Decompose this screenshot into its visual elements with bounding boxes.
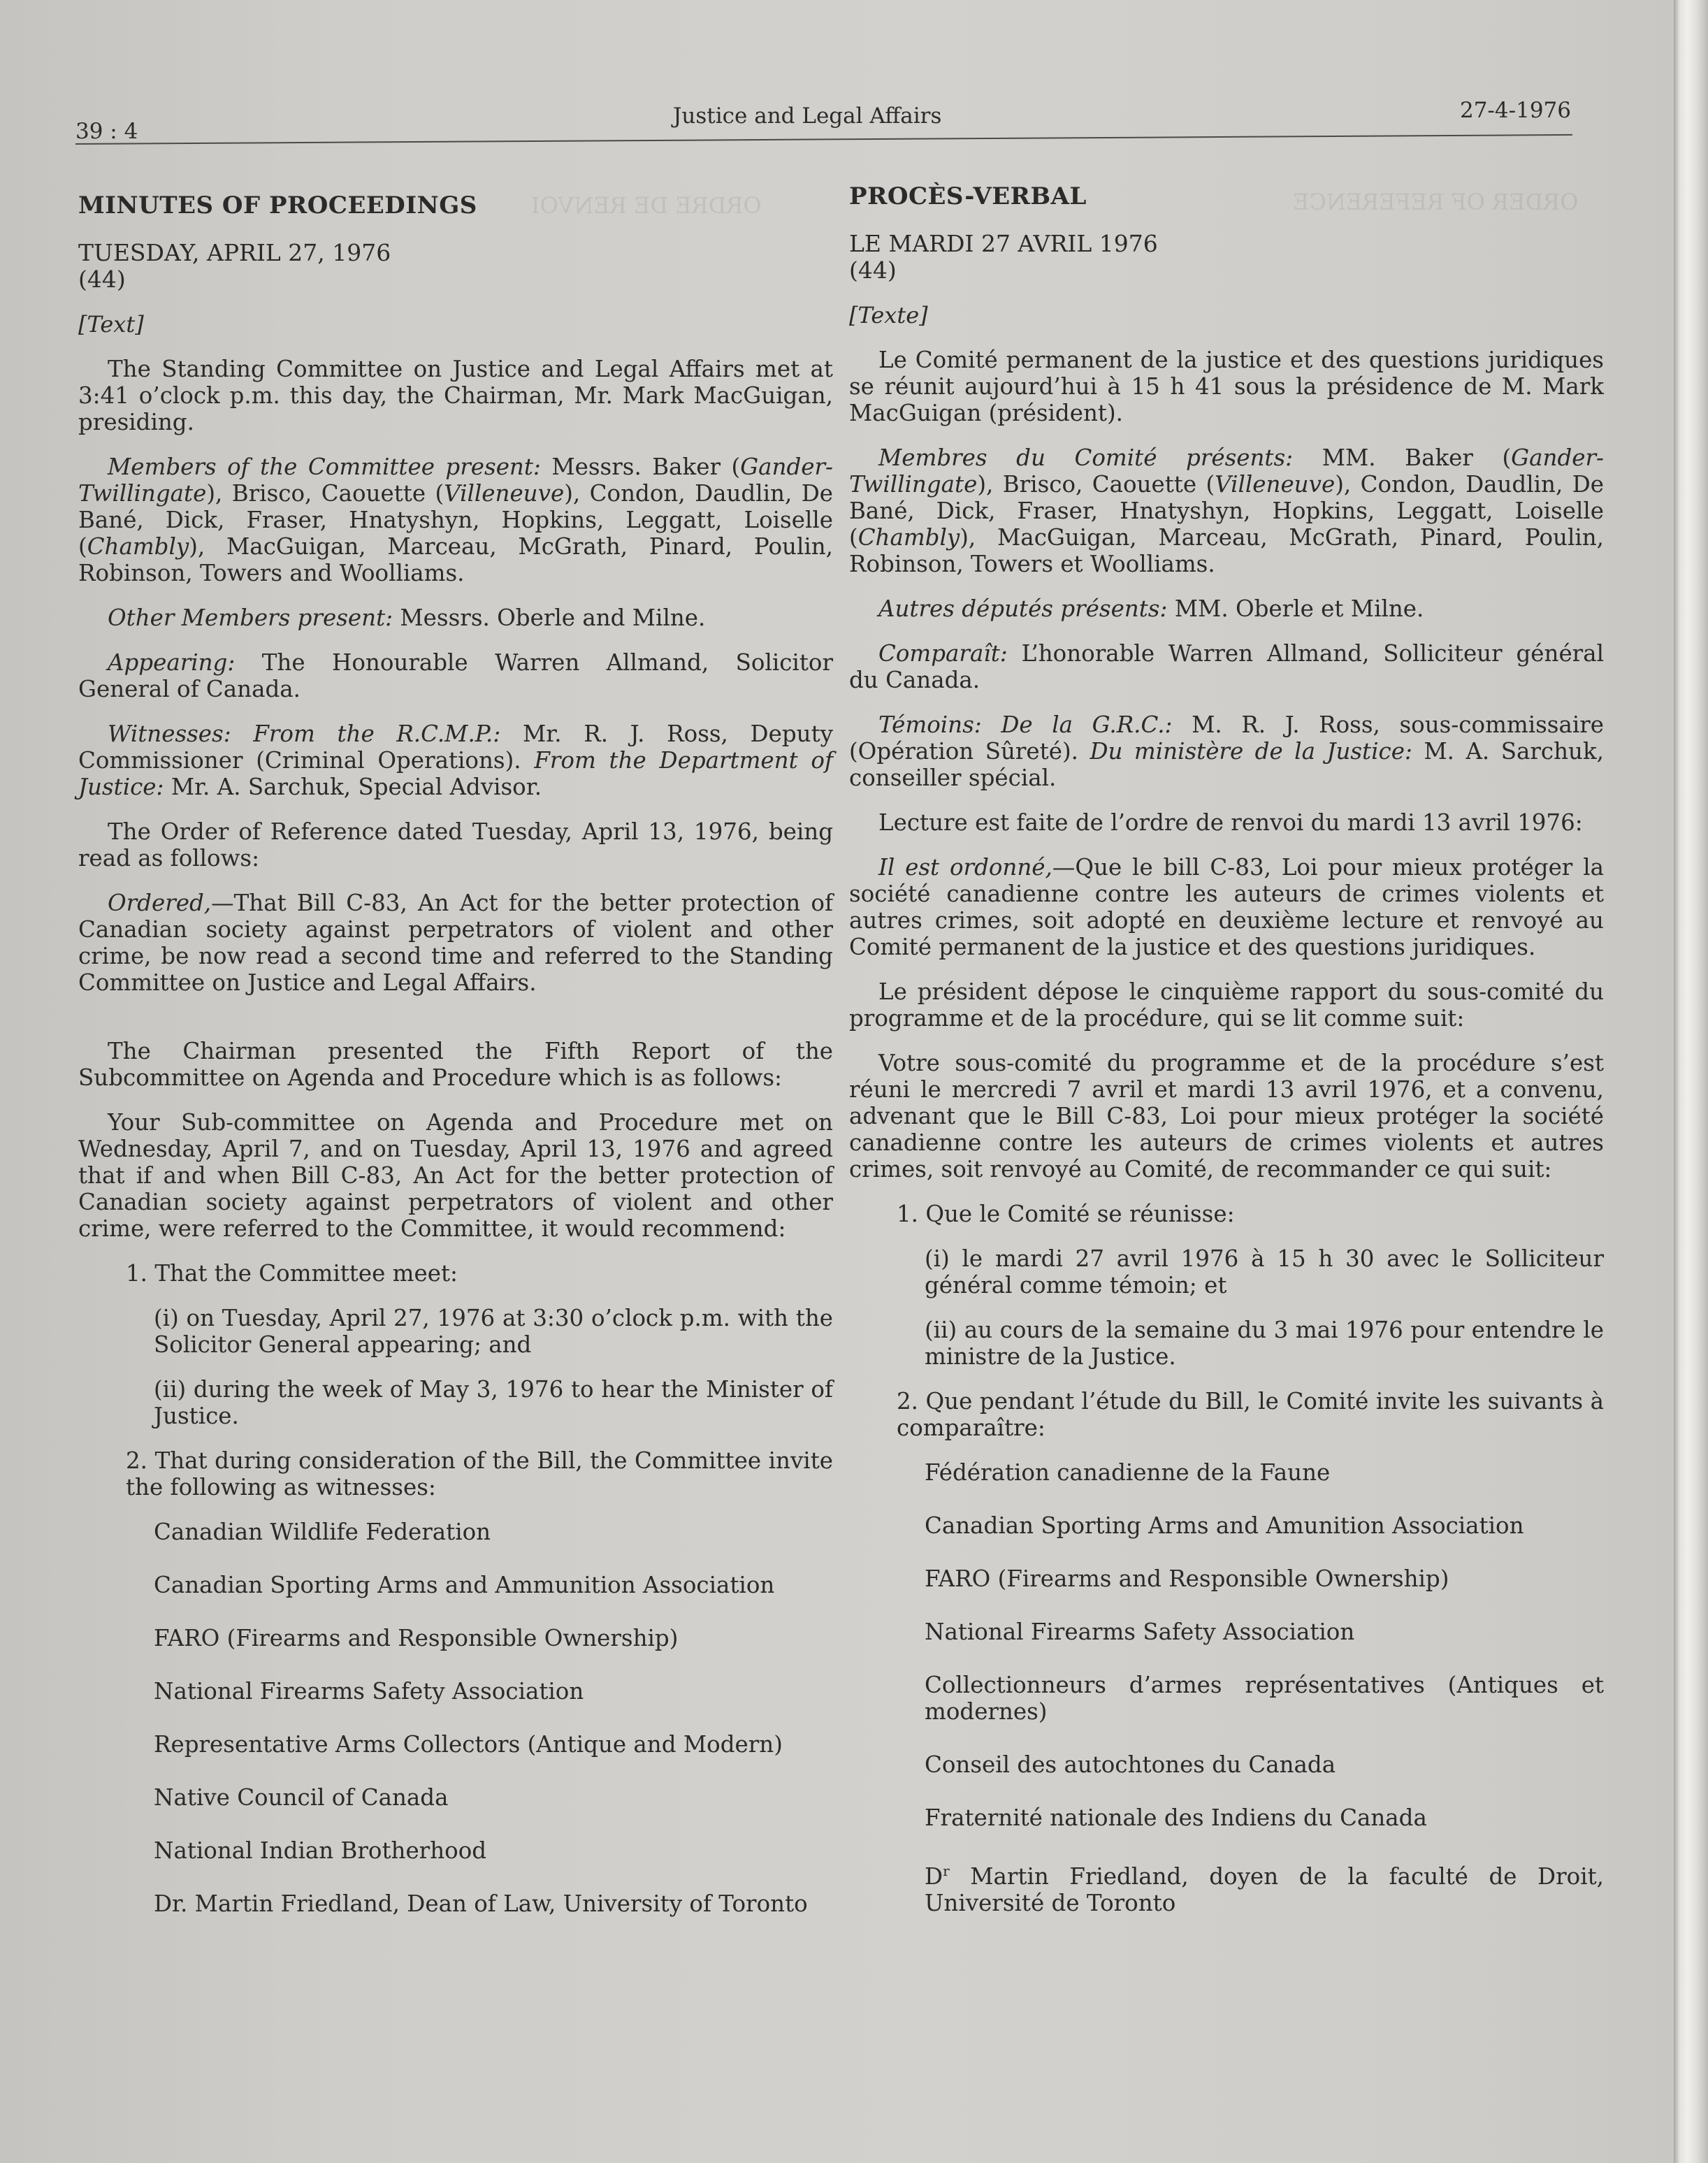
recommendation-1-ii: (ii) au cours de la semaine du 3 mai 1976 pour entendre le ministre de la Justice. <box>925 1317 1604 1370</box>
members-present: Members of the Committee present: Messrs. Baker (Gander-Twillingate), Brisco, Caouette (Villeneuve), Condon, Daudlin, De Bané, Dick, Fraser, Hnatyshyn, Hopkins, Leggatt, Loiselle (Chambly), MacGuigan, Marceau, McGrath, Pinard, Poulin, Robinson, Towers and Woolliams. <box>78 454 834 586</box>
witnesses: Witnesses: From the R.C.M.P.: Mr. R. J. Ross, Deputy Commissioner (Criminal Operations). From the Department of Justice: Mr. A. Sarchuk, Special Advisor. <box>78 721 833 800</box>
ordered-paragraph: Ordered,—That Bill C-83, An Act for the better protection of Canadian society against perpetrators of violent and other crime, be now read a second time and referred to the Standing Committee on Justice and Legal Affairs. <box>78 890 833 996</box>
recommendation-1-i: (i) le mardi 27 avril 1976 à 15 h 30 avec le Solliciteur général comme témoin; et <box>925 1245 1604 1298</box>
recommendation-1: 1. Que le Comité se réunisse: <box>897 1201 1235 1227</box>
page-number: 39 : 4 <box>75 119 138 144</box>
english-column <box>78 192 833 1944</box>
chairman-report: The Chairman presented the Fifth Report of the Subcommittee on Agenda and Procedure which is as follows: <box>78 1038 833 1091</box>
bleed-through-text: ORDRE DE RENVOI <box>531 192 762 219</box>
witness-item: National Firearms Safety Association <box>925 1619 1355 1645</box>
order-of-reference-intro: The Order of Reference dated Tuesday, April 13, 1976, being read as follows: <box>78 818 833 871</box>
subcommittee-report: Your Sub-committee on Agenda and Procedure met on Wednesday, April 7, and on Tuesday, April 13, 1976 and agreed that if and when Bill C-83, An Act for the better protection of Canadian society against perpetrators of violent and other crime, were referred to the Committee, it would recommend: <box>78 1109 833 1242</box>
witness-item: Canadian Sporting Arms and Ammunition Association <box>154 1572 775 1598</box>
opening-paragraph: The Standing Committee on Justice and Legal Affairs met at 3:41 o’clock p.m. this day, the Chairman, Mr. Mark MacGuigan, presiding. <box>78 356 833 435</box>
witness-item: FARO (Firearms and Responsible Ownership) <box>154 1625 679 1651</box>
date-line: LE MARDI 27 AVRIL 1976 <box>849 230 1158 257</box>
witness-item: Canadian Sporting Arms and Amunition Association <box>925 1512 1524 1539</box>
witness-item: $D^r$ Martin Friedland, doyen de la faculté de Droit, Université de Toronto <box>925 1862 1604 1916</box>
opening-paragraph: Le Comité permanent de la justice et des questions juridiques se réunit aujourd’hui à 15 h 41 sous la présidence de M. Mark MacGuigan (président). <box>849 347 1604 426</box>
members-present: Membres du Comité présents: MM. Baker (Gander-Twillingate), Brisco, Caouette (Villeneuve), Condon, Daudlin, De Bané, Dick, Fraser, Hnatyshyn, Hopkins, Leggatt, Loiselle (Chambly), MacGuigan, Marceau, McGrath, Pinard, Poulin, Robinson, Towers et Woolliams. <box>849 444 1604 577</box>
meeting-date <box>78 240 833 293</box>
running-title: Justice and Legal Affairs <box>673 103 942 129</box>
witness-item: Canadian Wildlife Federation <box>154 1519 491 1545</box>
section-heading: MINUTES OF PROCEEDINGS <box>78 191 477 219</box>
ordered-paragraph: Il est ordonné,—Que le bill C-83, Loi pour mieux protéger la société canadienne contre les auteurs de crimes violents et autres crimes, soit adopté en deuxième lecture et renvoyé au Comité permanent de la justice et des questions juridiques. <box>849 854 1604 960</box>
witness-list <box>78 1519 833 1917</box>
other-members: Autres députés présents: MM. Oberle et Milne. <box>878 595 1424 622</box>
witness-list <box>849 1459 1604 1916</box>
french-column <box>849 183 1604 1943</box>
order-of-reference-intro: Lecture est faite de l’ordre de renvoi du mardi 13 avril 1976: <box>878 809 1583 836</box>
date-line: TUESDAY, APRIL 27, 1976 <box>78 239 391 266</box>
witness-item: National Indian Brotherhood <box>154 1837 487 1864</box>
page-edge <box>1674 0 1708 2163</box>
other-members: Other Members present: Messrs. Oberle and Milne. <box>108 605 706 631</box>
witness-item: Dr. Martin Friedland, Dean of Law, University of Toronto <box>154 1890 808 1917</box>
recommendation-1-i: (i) on Tuesday, April 27, 1976 at 3:30 o’clock p.m. with the Solicitor General appearing; and <box>154 1305 833 1358</box>
recommendation-2: 2. That during consideration of the Bill, the Committee invite the following as witnesses: <box>126 1447 833 1500</box>
witness-item: Fédération canadienne de la Faune <box>925 1459 1331 1486</box>
witnesses: Témoins: De la G.R.C.: M. R. J. Ross, sous-commissaire (Opération Sûreté). Du ministère de la Justice: M. A. Sarchuk, conseiller spécial. <box>849 711 1604 791</box>
section-heading: PROCÈS-VERBAL <box>849 182 1087 210</box>
witness-item: FARO (Firearms and Responsible Ownership) <box>925 1565 1449 1592</box>
header-date: 27-4-1976 <box>1459 98 1571 123</box>
issue-number: (44) <box>849 256 897 284</box>
appearing: Appearing: The Honourable Warren Allmand, Solicitor General of Canada. <box>78 649 833 702</box>
chairman-report: Le président dépose le cinquième rapport du sous-comité du programme et de la procédure, qui se lit comme suit: <box>849 978 1604 1032</box>
members-label: Membres du Comité présents: <box>878 444 1294 471</box>
subcommittee-report: Votre sous-comité du programme et de la procédure s’est réuni le mercredi 7 avril et mardi 13 avril 1976, et a convenu, advenant que le Bill C-83, Loi pour mieux protéger la société canadienne contre les auteurs de crimes violents et autres crimes, soit renvoyé au Comité, de recommander ce qui suit: <box>849 1050 1604 1182</box>
members-label: Members of the Committee present: <box>108 454 541 480</box>
witness-item: Representative Arms Collectors (Antique and Modern) <box>154 1731 783 1758</box>
recommendation-1: 1. That the Committee meet: <box>126 1260 458 1287</box>
witness-item: Fraternité nationale des Indiens du Canada <box>925 1804 1427 1831</box>
bleed-through-text: ORDER OF REFERENCE <box>1293 189 1579 215</box>
witness-item: Native Council of Canada <box>154 1784 449 1811</box>
appearing: Comparaît: L’honorable Warren Allmand, Solliciteur général du Canada. <box>849 640 1604 693</box>
text-marker: [Text] <box>78 311 144 338</box>
witness-item: Collectionneurs d’armes représentatives (Antiques et modernes) <box>925 1672 1604 1725</box>
meeting-date <box>849 231 1604 284</box>
recommendation-1-ii: (ii) during the week of May 3, 1976 to hear the Minister of Justice. <box>154 1376 833 1429</box>
page-header <box>75 98 1571 144</box>
recommendation-2: 2. Que pendant l’étude du Bill, le Comité invite les suivants à comparaître: <box>897 1388 1604 1441</box>
witness-item: Conseil des autochtones du Canada <box>925 1751 1336 1778</box>
issue-number: (44) <box>78 266 126 293</box>
witness-item: National Firearms Safety Association <box>154 1678 584 1705</box>
text-marker: [Texte] <box>849 302 928 328</box>
